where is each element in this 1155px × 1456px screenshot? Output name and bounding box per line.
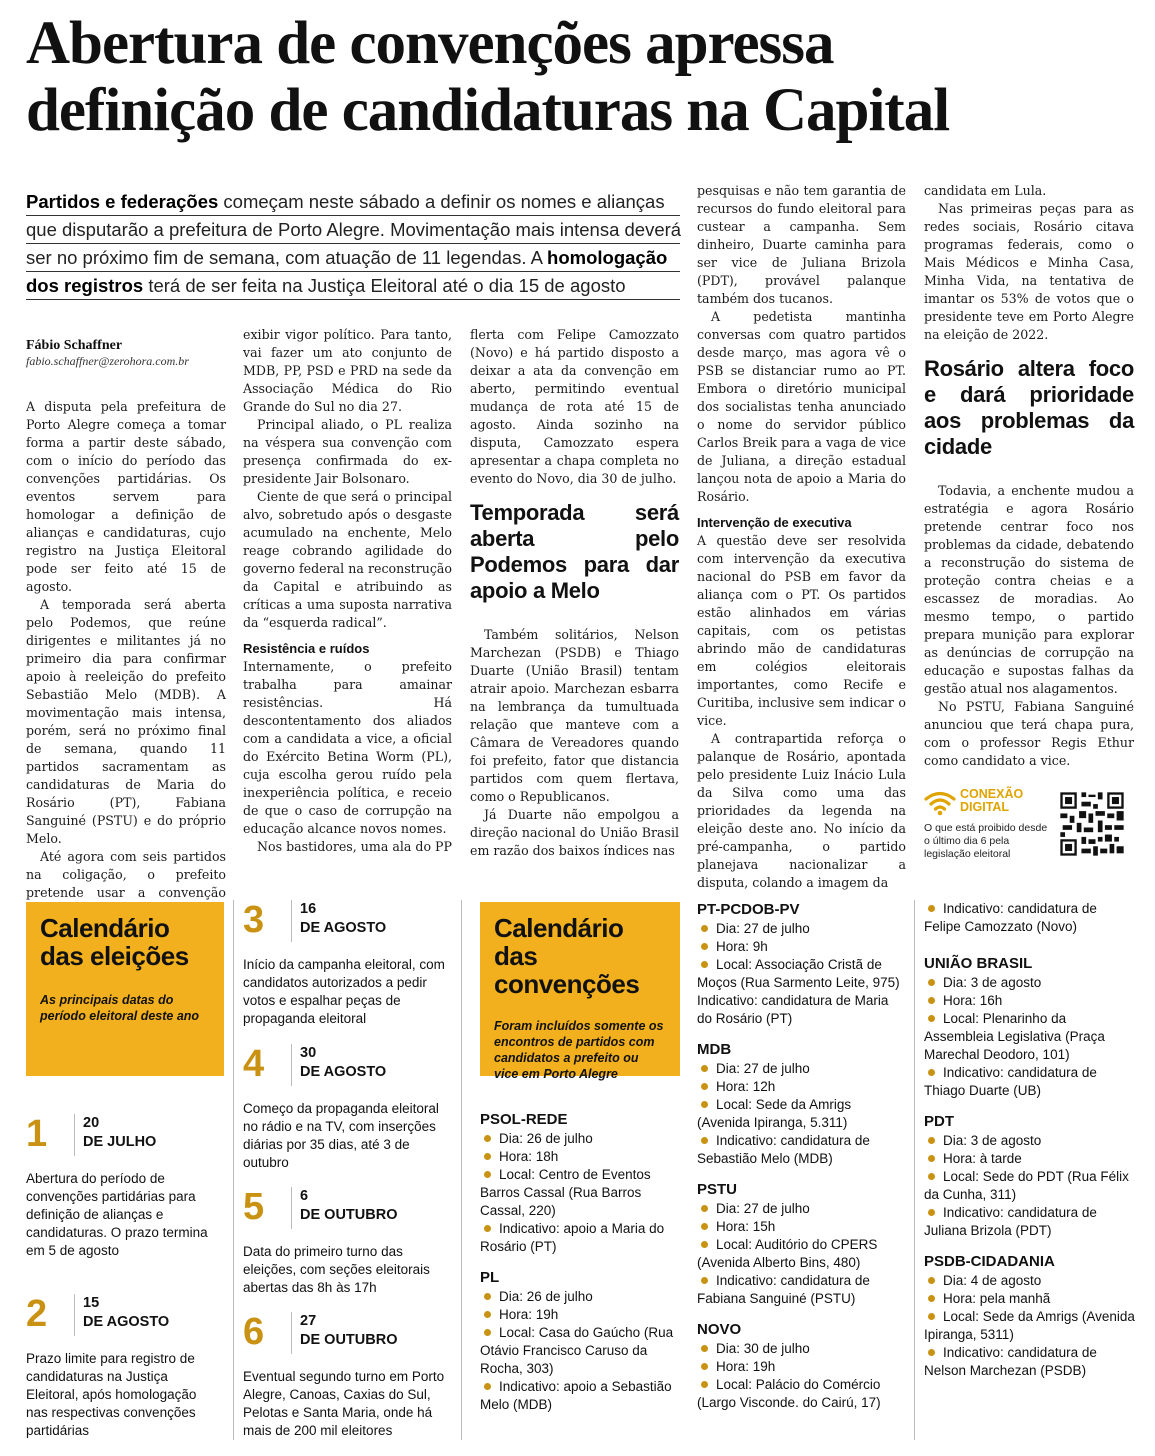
- byline: [26, 338, 231, 369]
- deck: [26, 188, 680, 300]
- convention-item: [480, 1130, 690, 1148]
- conventions-column-b: [697, 900, 907, 1412]
- paragraph: Até agora com seis partidos na coligação, o prefeito pretende usar a convenção: [26, 849, 226, 900]
- bullet-icon: [701, 1205, 708, 1212]
- event-description: Começo da propaganda eleitoral no rádio e na TV, com inserções diárias por 35 dias, até 3 de outubro: [243, 1101, 439, 1170]
- deck-line-2: que disputarão a prefeitura de Porto Alegre. Movimentação mais intensa deverá: [26, 216, 680, 244]
- event-date: [74, 1114, 156, 1156]
- deck-line-3: [26, 244, 680, 272]
- convention-item: [697, 920, 907, 938]
- convention-item: [924, 974, 1136, 992]
- convention-item: [697, 1132, 907, 1168]
- bullet-icon: [484, 1135, 491, 1142]
- bullet-icon: [701, 961, 708, 968]
- bullet-icon: [928, 1137, 935, 1144]
- deck-line-4: [26, 272, 680, 300]
- convention-item: [697, 1340, 907, 1358]
- bullet-icon: [701, 1137, 708, 1144]
- convention-item: [697, 1200, 907, 1218]
- convention-item: [480, 1166, 690, 1220]
- digital-label-line-1: CONEXÃO: [960, 787, 1024, 801]
- item-text: Dia: 27 de julho: [716, 1061, 810, 1076]
- item-text: Local: Sede da Amrigs (Avenida Ipiranga, 5311): [924, 1309, 1135, 1342]
- paragraph: exibir vigor político. Para tanto, vai fazer um ato conjunto de MDB, PP, PSD e PRD na sede da Associação Médica do Rio Grande do Sul no dia 27.: [243, 327, 452, 414]
- paragraph: A contrapartida reforça o palanque de Rosário, apontada pelo presidente Luiz Inácio Lula da Silva como uma das prioridades da legenda na eleição deste ano. No início da pré-campanha, o partido planejava nacionalizar a disputa, colando a imagem da: [697, 731, 906, 890]
- paragraph: Também solitários, Nelson Marchezan (PSDB) e Thiago Duarte (União Brasil) tentam atrair apoio. Marchezan esbarra na lembrança da tumultuada relação que manteve com a Câmara de Vereadores quando foi prefeito, fator que distancia partidos com quem flertava, como o Republicanos.: [470, 627, 679, 804]
- item-text: Dia: 27 de julho: [716, 921, 810, 936]
- bullet-icon: [928, 997, 935, 1004]
- item-text: Dia: 27 de julho: [716, 1201, 810, 1216]
- event-day: 27: [300, 1313, 317, 1329]
- bullet-icon: [484, 1383, 491, 1390]
- item-text: Local: Plenarinho da Assembleia Legislativa (Praça Marechal Deodoro, 101): [924, 1011, 1105, 1062]
- event-number: 3: [243, 899, 265, 941]
- party-name: PT-PCDOB-PV: [697, 901, 800, 918]
- event-number: 4: [243, 1043, 265, 1085]
- item-text: Indicativo: candidatura de Nelson Marchezan (PSDB): [924, 1345, 1097, 1378]
- paragraph: A temporada será aberta pelo Podemos, que reúne dirigentes e militantes já no primeiro dia para confirmar apoio à reeleição do prefeito Sebastião Melo (MDB). A movimentação mais intensa, porém, será no próximo final de semana, quando 11 partidos sacramentam as candidaturas de Maria do Rosário (PT), Fabiana Sanguiné (PSTU) e do próprio Melo.: [26, 597, 226, 846]
- party-name: PDT: [924, 1113, 954, 1130]
- headline-line-2: definição de candidaturas na Capital: [26, 77, 950, 144]
- title-line: Calendário: [40, 913, 170, 943]
- bullet-icon: [701, 1083, 708, 1090]
- bullet-icon: [701, 943, 708, 950]
- event-day: 6: [300, 1188, 309, 1204]
- bullet-icon: [928, 1173, 935, 1180]
- convention-item: Indicativo: candidatura de Maria do Rosário (PT): [697, 993, 889, 1026]
- event-description: Data do primeiro turno das eleições, com seções eleitorais abertas das 8h às 17h: [243, 1244, 430, 1295]
- qr-code-icon[interactable]: [1058, 790, 1126, 858]
- event-date: [291, 1187, 397, 1229]
- event-number: 1: [26, 1113, 48, 1155]
- party-name: UNIÃO BRASIL: [924, 955, 1033, 972]
- item-text: Dia: 26 de julho: [499, 1131, 593, 1146]
- convention-item: [924, 1168, 1136, 1204]
- bullet-icon: [928, 905, 935, 912]
- deck-bold-1: Partidos e federações: [26, 191, 219, 212]
- bullet-icon: [484, 1225, 491, 1232]
- bullet-icon: [484, 1329, 491, 1336]
- wifi-icon: [924, 790, 956, 816]
- conventions-calendar-box: [480, 902, 680, 1081]
- convention-item: [924, 1204, 1136, 1240]
- article-column-3: [470, 326, 679, 868]
- event-description: Abertura do período de convenções partidárias para definição de alianças e candidaturas. O prazo termina em 5 de agosto: [26, 1171, 208, 1258]
- deck-text-4: terá de ser feita na Justiça Eleitoral até o dia 15 de agosto: [143, 275, 626, 296]
- party-name: PSTU: [697, 1181, 738, 1198]
- title-line: Calendário das: [494, 913, 624, 971]
- elections-calendar-title: [40, 914, 210, 970]
- bullet-icon: [701, 1277, 708, 1284]
- item-text: Dia: 4 de agosto: [943, 1273, 1042, 1288]
- bullet-icon: [928, 1069, 935, 1076]
- deck-line-1: [26, 188, 680, 216]
- event-month: DE AGOSTO: [83, 1314, 170, 1330]
- subhead: Rosário altera foco e dará prioridade aos problemas da cidade: [924, 356, 1134, 459]
- item-text: Dia: 3 de agosto: [943, 975, 1042, 990]
- item-text: Indicativo: candidatura de Sebastião Melo (MDB): [697, 1133, 870, 1166]
- digital-label: [960, 788, 1023, 814]
- divider: [914, 900, 915, 1440]
- item-text: Indicativo: apoio a Maria do Rosário (PT): [480, 1221, 665, 1254]
- paragraph: flerta com Felipe Camozzato (Novo) e há partido disposto a deixar a ata da convenção em aberto, permitindo eventual mudança de rota até 15 de agosto. Ainda sozinho na disputa, Camozzato espera apresentar a chapa completa no evento do Novo, dia 30 de julho.: [470, 327, 679, 486]
- paragraph: A disputa pela prefeitura de Porto Alegre começa a tomar forma a partir deste sábado, com o início do período das convenções partidárias. Os eventos servem para homologar a definição de alianças e candidaturas, cujo registro na Justiça Eleitoral pode ser feito até 15 de agosto.: [26, 399, 226, 594]
- item-text: Local: Auditório do CPERS (Avenida Alberto Bins, 480): [697, 1237, 878, 1270]
- item-text: Hora: 19h: [716, 1359, 776, 1374]
- party-name: PSDB-CIDADANIA: [924, 1253, 1055, 1270]
- convention-item: [924, 1064, 1136, 1100]
- bullet-icon: [928, 1295, 935, 1302]
- article-column-4: [697, 182, 906, 890]
- convention-item: [480, 1324, 690, 1378]
- bullet-icon: [701, 1381, 708, 1388]
- bullet-icon: [701, 1345, 708, 1352]
- byline-author: Fábio Schaffner: [26, 338, 123, 353]
- subhead: Temporada será aberta pelo Podemos para dar apoio a Melo: [470, 500, 679, 603]
- item-text: Hora: 16h: [943, 993, 1003, 1008]
- item-text: Local: Sede da Amrigs (Avenida Ipiranga, 5.311): [697, 1097, 852, 1130]
- convention-item: [480, 1148, 690, 1166]
- convention-item: [697, 1376, 907, 1412]
- convention-item: [697, 1272, 907, 1308]
- item-text: Hora: 15h: [716, 1219, 776, 1234]
- convention-item: [697, 1078, 907, 1096]
- party-name: NOVO: [697, 1321, 742, 1338]
- convention-item: [924, 1308, 1136, 1344]
- convention-item: [480, 1288, 690, 1306]
- event-date: [291, 1312, 397, 1354]
- article-column-1: [26, 398, 226, 900]
- bullet-icon: [928, 1349, 935, 1356]
- event-day: 20: [83, 1115, 100, 1131]
- convention-item: [924, 1010, 1136, 1064]
- item-text: Local: Palácio do Comércio (Largo Visconde. do Cairú, 17): [697, 1377, 881, 1410]
- bullet-icon: [928, 1277, 935, 1284]
- item-text: Dia: 3 de agosto: [943, 1133, 1042, 1148]
- event-day: 16: [300, 901, 317, 917]
- headline-line-1: Abertura de convenções apressa: [26, 10, 834, 77]
- bullet-icon: [701, 1065, 708, 1072]
- event-month: DE JULHO: [83, 1134, 157, 1150]
- bullet-icon: [484, 1153, 491, 1160]
- divider: [233, 900, 234, 1440]
- event-month: DE OUTUBRO: [300, 1207, 398, 1223]
- paragraph: pesquisas e não tem garantia de recursos do fundo eleitoral para custear a campanha. Sem dinheiro, Duarte caminha para ser vice de Juliana Brizola (PDT), provável palanque também dos tucanos.: [697, 183, 906, 306]
- convention-item: [480, 1220, 690, 1256]
- byline-email[interactable]: fabio.schaffner@zerohora.com.br: [26, 354, 189, 368]
- conventions-column-a: [480, 1110, 690, 1414]
- convention-item: [697, 938, 907, 956]
- item-text: Indicativo: candidatura de Thiago Duarte (UB): [924, 1065, 1097, 1098]
- convention-item: [924, 900, 1136, 936]
- item-text: Indicativo: candidatura de Juliana Brizola (PDT): [924, 1205, 1097, 1238]
- item-text: Indicativo: apoio a Sebastião Melo (MDB): [480, 1379, 672, 1412]
- item-text: Hora: 19h: [499, 1307, 559, 1322]
- bullet-icon: [701, 1241, 708, 1248]
- bullet-icon: [928, 1155, 935, 1162]
- paragraph: No PSTU, Fabiana Sanguiné anunciou que terá chapa pura, com o professor Regis Ethur como candidato a vice.: [924, 699, 1134, 768]
- headline: [26, 10, 1136, 144]
- event-description: Prazo limite para registro de candidaturas na Justiça Eleitoral, após homologação nas respectivas convenções partidárias: [26, 1351, 197, 1438]
- event-day: 30: [300, 1045, 317, 1061]
- section-heading: Resistência e ruídos: [243, 641, 370, 656]
- event-number: 6: [243, 1311, 265, 1353]
- item-text: Dia: 30 de julho: [716, 1341, 810, 1356]
- event-date: [291, 1044, 386, 1086]
- event-month: DE OUTUBRO: [300, 1332, 398, 1348]
- article-column-5: [924, 182, 1134, 782]
- bullet-icon: [928, 1313, 935, 1320]
- paragraph: Nos bastidores, uma ala do PP: [257, 839, 452, 854]
- bullet-icon: [701, 1223, 708, 1230]
- event-number: 2: [26, 1293, 48, 1335]
- item-text: Local: Associação Cristã de Moços (Rua Sarmento Leite, 975): [697, 957, 900, 990]
- deck-text-1: começam neste sábado a definir os nomes e alianças: [218, 191, 665, 212]
- bullet-icon: [928, 1015, 935, 1022]
- bullet-icon: [928, 1209, 935, 1216]
- party-name: PL: [480, 1269, 500, 1286]
- bullet-icon: [701, 925, 708, 932]
- convention-item: [697, 1358, 907, 1376]
- convention-item: [697, 1236, 907, 1272]
- bullet-icon: [701, 1363, 708, 1370]
- item-text: Hora: 18h: [499, 1149, 559, 1164]
- paragraph: Internamente, o prefeito trabalha para amainar resistências. Há descontentamento dos aliados com a candidata a vice, a oficial do Exército Betina Worm (PL), cuja escolha gerou ruído pela inexperiência política, e receio de que o caso de corrupção na educação alcance novos nomes.: [243, 659, 452, 836]
- digital-note: O que está proibido desde o último dia 6 pela legislação eleitoral: [924, 822, 1048, 860]
- bullet-icon: [701, 1101, 708, 1108]
- paragraph: Ciente de que será o principal alvo, sobretudo após o desgaste acumulado na enchente, Melo reage cobrando agilidade do governo federal na reconstrução da Capital e atribuindo as críticas a uma suposta narrativa da “esquerda radical”.: [243, 489, 452, 630]
- convention-item: [924, 992, 1136, 1010]
- item-text: Local: Centro de Eventos Barros Cassal (Rua Barros Cassal, 220): [480, 1167, 651, 1218]
- conventions-column-c: [924, 900, 1136, 1380]
- paragraph: A questão deve ser resolvida com intervenção da executiva nacional do PSB em favor da aliança com o PT. Os partidos estão alinhados em várias capitais, com os petistas abrindo mão de candidaturas em colégios eleitorais importantes, como Recife e Curitiba, inclusive sem indicar o vice.: [697, 533, 906, 728]
- item-text: Indicativo: candidatura de Felipe Camozzato (Novo): [924, 901, 1097, 934]
- convention-item: [697, 1218, 907, 1236]
- title-line: convenções: [494, 969, 640, 999]
- item-text: Hora: 12h: [716, 1079, 776, 1094]
- item-text: Indicativo: candidatura de Fabiana Sanguiné (PSTU): [697, 1273, 870, 1306]
- event-date: [291, 900, 386, 942]
- convention-item: [924, 1132, 1136, 1150]
- title-line: das eleições: [40, 941, 189, 971]
- item-text: Local: Sede do PDT (Rua Félix da Cunha, 311): [924, 1169, 1129, 1202]
- paragraph: A pedetista mantinha conversas com quatro partidos desde março, mas agora vê o PSB se distanciar rumo ao PT. Embora o diretório municipal dos socialistas tenha anunciado o nome do servidor público Carlos Breik para a vaga de vice de Juliana, a direção estadual lançou nota de apoio a Maria do Rosário.: [697, 309, 906, 504]
- event-day: 15: [83, 1295, 100, 1311]
- event-description: Início da campanha eleitoral, com candidatos autorizados a pedir votos e espalhar peças de propaganda eleitoral: [243, 957, 445, 1026]
- event-month: DE AGOSTO: [300, 1064, 387, 1080]
- item-text: Hora: 9h: [716, 939, 768, 954]
- paragraph: Já Duarte não empolgou a direção nacional do União Brasil em razão dos baixos índices nas: [470, 807, 679, 858]
- item-text: Hora: pela manhã: [943, 1291, 1051, 1306]
- bullet-icon: [484, 1293, 491, 1300]
- convention-item: [697, 956, 907, 992]
- bullet-icon: [928, 979, 935, 986]
- event-date: [74, 1294, 169, 1336]
- event-month: DE AGOSTO: [300, 920, 387, 936]
- conventions-calendar-subtitle: Foram incluídos somente os encontros de partidos com candidatos a prefeito ou vice em Porto Alegre: [494, 1019, 664, 1081]
- convention-item: [697, 1096, 907, 1132]
- paragraph: candidata em Lula.: [924, 183, 1047, 198]
- deck-text-3: ser no próximo fim de semana, com atuação de 11 legendas. A: [26, 247, 548, 268]
- section-heading: Intervenção de executiva: [697, 515, 852, 530]
- divider: [461, 900, 462, 1440]
- event-number: 5: [243, 1186, 265, 1228]
- paragraph: Nas primeiras peças para as redes sociais, Rosário citava programas federais, como o Mais Médicos e Minha Casa, Minha Vida, na tentativa de imantar os 53% de votos que o presidente teve em Porto Alegre na eleição de 2022.: [924, 201, 1134, 342]
- convention-item: [480, 1378, 690, 1414]
- bullet-icon: [484, 1311, 491, 1318]
- convention-item: [924, 1290, 1136, 1308]
- convention-item: [697, 1060, 907, 1078]
- party-name: PSOL-REDE: [480, 1111, 568, 1128]
- convention-item: [924, 1150, 1136, 1168]
- party-name: MDB: [697, 1041, 732, 1058]
- item-text: Dia: 26 de julho: [499, 1289, 593, 1304]
- convention-item: [924, 1272, 1136, 1290]
- bullet-icon: [484, 1171, 491, 1178]
- item-text: Local: Casa do Gaúcho (Rua Otávio Francisco Caruso da Rocha, 303): [480, 1325, 674, 1376]
- convention-item: [924, 1344, 1136, 1380]
- elections-calendar-box: [26, 902, 224, 1076]
- convention-item: [480, 1306, 690, 1324]
- digital-label-line-2: DIGITAL: [960, 800, 1010, 814]
- item-text: Hora: à tarde: [943, 1151, 1022, 1166]
- event-description: Eventual segundo turno em Porto Alegre, Canoas, Caxias do Sul, Pelotas e Santa Maria, onde há mais de 200 mil eleitores: [243, 1369, 445, 1438]
- elections-calendar-subtitle: As principais datas do período eleitoral deste ano: [40, 993, 200, 1023]
- deck-bold-3: homologação: [547, 247, 668, 268]
- conventions-calendar-title: [494, 914, 666, 998]
- deck-bold-4: dos registros: [26, 275, 144, 296]
- digital-connection-box[interactable]: [924, 786, 1134, 866]
- paragraph: Todavia, a enchente mudou a estratégia e agora Rosário pretende centrar foco nos problemas da cidade, debatendo a reconstrução do sistema de proteção contra cheias e a escassez de moradias. Ao mesmo tempo, o partido prepara munição para explorar as denúncias de corrupção na educação e supostas falhas da gestão atual nos alagamentos.: [924, 483, 1134, 696]
- article-column-2: [243, 326, 452, 868]
- paragraph: Principal aliado, o PL realiza na véspera sua convenção com presença confirmada do ex-presidente Jair Bolsonaro.: [243, 417, 452, 486]
